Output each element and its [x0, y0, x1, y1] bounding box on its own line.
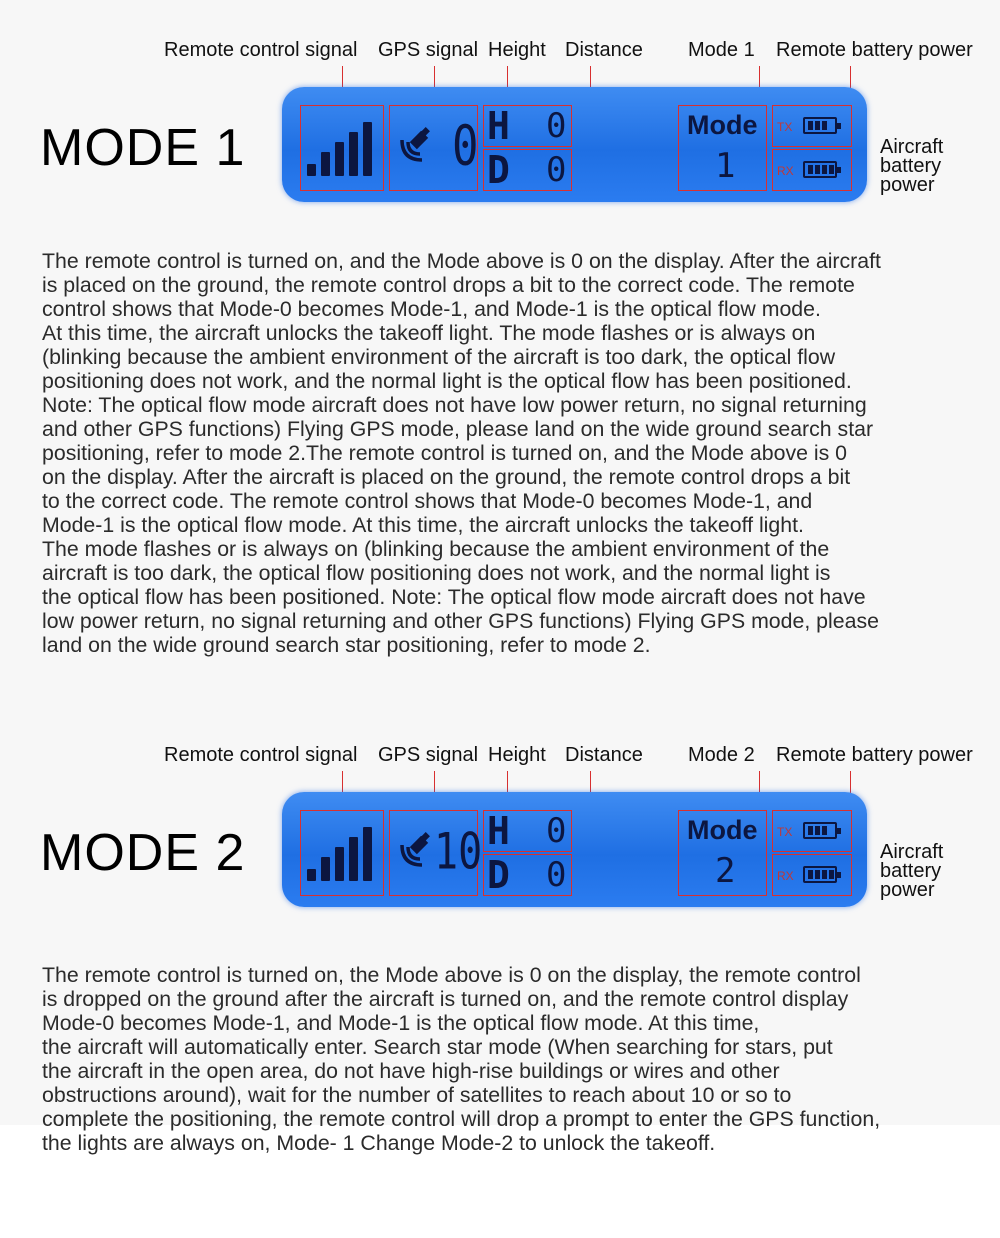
satellite-icon	[396, 831, 436, 871]
label-mode: Mode 1	[688, 39, 755, 61]
label-gps-signal: GPS signal	[378, 39, 479, 61]
label-remote-battery: Remote battery power	[776, 744, 973, 766]
height-box	[483, 810, 572, 852]
label-mode: Mode 2	[688, 744, 755, 766]
remote-battery-icon	[803, 822, 837, 839]
mode-title: MODE 1	[40, 119, 246, 177]
signal-box	[300, 105, 384, 191]
distance-letter: D	[487, 148, 510, 192]
label-height: Height	[488, 39, 546, 61]
label-remote-signal: Remote control signal	[164, 39, 358, 61]
lcd-display	[282, 792, 867, 907]
distance-box	[483, 149, 572, 191]
gps-count: 0	[452, 114, 479, 179]
aircraft-battery-icon	[803, 161, 837, 178]
mode-value: 1	[715, 146, 736, 186]
label-remote-signal: Remote control signal	[164, 744, 358, 766]
rx-label: RX	[777, 869, 794, 883]
mode-value: 2	[715, 851, 736, 891]
mode-title: MODE 2	[40, 824, 246, 882]
height-value: 0	[546, 811, 567, 851]
distance-value: 0	[546, 150, 567, 190]
height-box	[483, 105, 572, 147]
mode-box	[678, 105, 767, 191]
gps-box	[389, 105, 478, 191]
aircraft-battery-icon	[803, 866, 837, 883]
lcd-display	[282, 87, 867, 202]
satellite-icon	[396, 126, 436, 166]
distance-box	[483, 854, 572, 896]
height-value: 0	[546, 106, 567, 146]
tx-label: TX	[777, 120, 793, 134]
distance-value: 0	[546, 855, 567, 895]
height-letter: H	[487, 809, 510, 853]
mode1-description: The remote control is turned on, and the Mode above is 0 on the display. After the aircraft is placed on the ground, the remote control drops a bit to the correct code. The remote control shows that Mode-0 becomes Mode-1, and Mode-1 is the optical flow mode. At this time, the aircraft unlocks the takeoff light. The mode flashes or is always on (blinking because the ambient environment of the aircraft is too dark, the optical flow positioning does not work, and the normal light is the optical flow has been positioned. Note: The optical flow mode aircraft does not have low power return, no signal returning and other GPS functions) Flying GPS mode, please land on the wide ground search star positioning, refer to mode 2.The remote control is turned on, and the Mode above is 0 on the display. After the aircraft is placed on the ground, the remote control drops a bit to the correct code. The remote control shows that Mode-0 becomes Mode-1, and Mode-1 is the optical flow mode. At this time, the aircraft unlocks the takeoff light. The mode flashes or is always on (blinking because the ambient environment of the aircraft is too dark, the optical flow positioning does not work, and the normal light is the optical flow has been positioned. Note: The optical flow mode aircraft does not have low power return, no signal returning and other GPS functions) Flying GPS mode, please land on the wide ground search star positioning, refer to mode 2.	[42, 249, 881, 657]
label-distance: Distance	[565, 744, 643, 766]
remote-battery-icon	[803, 117, 837, 134]
tx-label: TX	[777, 825, 793, 839]
mode-word: Mode	[687, 110, 758, 140]
signal-bars-icon	[307, 122, 377, 176]
mode2-description: The remote control is turned on, the Mode above is 0 on the display, the remote control is dropped on the ground after the aircraft is turned on, and the remote control display Mode-0 becomes Mode-1, and Mode-1 is the optical flow mode. At this time, the aircraft will automatically enter. Search star mode (When searching for stars, put the aircraft in the open area, do not have high-rise buildings or wires and other obstructions around), wait for the number of satellites to reach about 10 or so to complete the positioning, the remote control will drop a prompt to enter the GPS function, the lights are always on, Mode- 1 Change Mode-2 to unlock the takeoff.	[42, 963, 881, 1155]
signal-box	[300, 810, 384, 896]
signal-bars-icon	[307, 827, 377, 881]
height-letter: H	[487, 104, 510, 148]
label-distance: Distance	[565, 39, 643, 61]
gps-count: 10	[434, 823, 483, 881]
aircraft-battery-box	[772, 149, 852, 191]
mode-box	[678, 810, 767, 896]
gps-box	[389, 810, 483, 896]
label-remote-battery: Remote battery power	[776, 39, 973, 61]
rx-label: RX	[777, 164, 794, 178]
mode-word: Mode	[687, 815, 758, 845]
label-gps-signal: GPS signal	[378, 744, 479, 766]
label-height: Height	[488, 744, 546, 766]
label-aircraft-battery: Aircraft battery power	[880, 136, 944, 196]
remote-battery-box	[772, 105, 852, 147]
label-aircraft-battery: Aircraft battery power	[880, 841, 944, 901]
aircraft-battery-box	[772, 854, 852, 896]
remote-battery-box	[772, 810, 852, 852]
distance-letter: D	[487, 853, 510, 897]
